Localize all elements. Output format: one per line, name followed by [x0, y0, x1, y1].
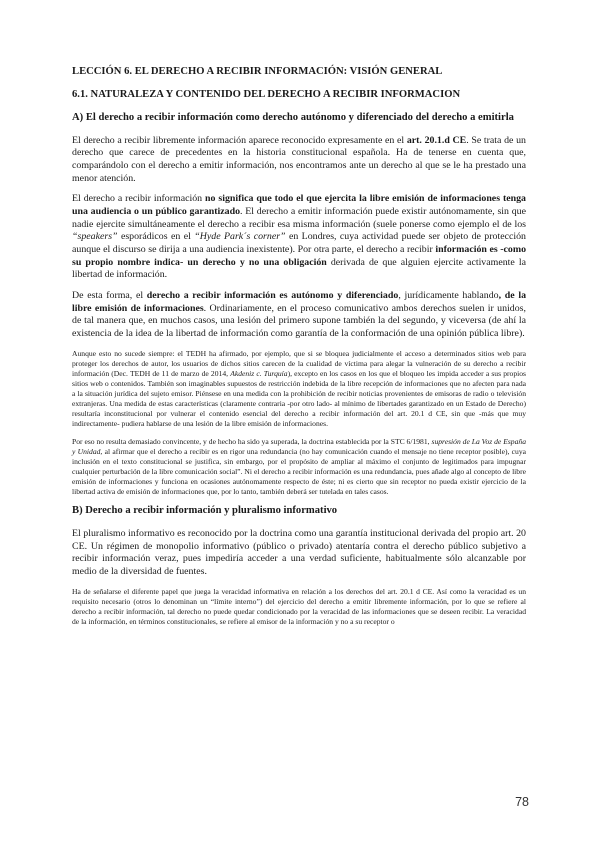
section-title: 6.1. NATURALEZA Y CONTENIDO DEL DERECHO A RECIBIR INFORMACION	[72, 89, 461, 100]
paragraph-2: El derecho a recibir información no significa que todo el que ejercita la libre emisión de informaciones tenga una audiencia o un público garantizado. El derecho a emitir información puede existir autónomamente, sin que nadie ejercite simultáneamente el derecho a recibir esa misma información (suele ponerse como ejemplo el de los “speakers” esporádicos en el “Hyde Park´s corner” en Londres, cuya actividad puede ser objeto de protección aunque el discurso se dirija a una audiencia inexistente). Por otra parte, el derecho a recibir información es -como su propio nombre indica- un derecho y no una obligación derivada de que alguien ejercite activamente la libertad de información.	[72, 193, 527, 281]
document-page	[72, 66, 526, 635]
paragraph-4: El pluralismo informativo es reconocido por la doctrina como una garantía institucional derivada del propio art. 20 CE. Un régimen de monopolio informativo (público o privado) atentaría contra el derecho público subjetivo a recibir información veraz, pues impediría acceder a una verdad suficiente, habitualmente sólo alcanzable por medio de la diversidad de fuentes.	[72, 528, 526, 578]
paragraph-3: De esta forma, el derecho a recibir información es autónomo y diferenciado, jurídicamente hablando, de la libre emisión de informaciones. Ordinariamente, en el proceso comunicativo ambos derechos suelen ir unidos, de tal manera que, en muchos casos, una lesión del primero supone también la del segundo, y viceversa (de ahí la existencia de la idea de la libertad de información como garantía de la conformación de una opinión pública libre).	[72, 290, 526, 340]
subsection-b-title: B) Derecho a recibir información y pluralismo informativo	[72, 505, 338, 516]
page-number: 78	[515, 795, 529, 809]
subsection-a-title: A) El derecho a recibir información como derecho autónomo y diferenciado del derecho a emitirla	[72, 112, 514, 123]
note-3: Ha de señalarse el diferente papel que juega la veracidad informativa en relación a los derechos del art. 20.1 d CE. Así como la veracidad es un requisito necesario (otros lo denominan un “límite interno”) del ejercicio del derecho a emitir libremente información, por lo que se refiere al derecho a recibir información, tal derecho no puede quedar condicionado por la veracidad de las informaciones que se deseen recibir. La veracidad de la información, en términos constitucionales, se refiere al emisor de la información y no a su receptor o	[72, 586, 526, 626]
lesson-title: LECCIÓN 6. EL DERECHO A RECIBIR INFORMACIÓN: VISIÓN GENERAL	[72, 66, 443, 77]
paragraph-1: El derecho a recibir libremente información aparece reconocido expresamente en el art. 20.1.d CE. Se trata de un derecho que carece de precedentes en la historia constitucional española. Ha de tenerse en cuenta que, comparándolo con el derecho a emitir información, nos encontramos ante un derecho al que se le ha prestado una menor atención.	[72, 134, 526, 184]
note-2: Por eso no resulta demasiado convincente, y de hecho ha sido ya superada, la doctrina establecida por la STC 6/1981, supresión de La Voz de España y Unidad, al afirmar que el derecho a recibir es en rigor una redundancia (no hay comunicación cuando el mensaje no tiene receptor posible), cuya inclusión en el texto constitucional se justifica, sin embargo, por el propósito de ampliar al máximo el conjunto de legitimados para impugnar cualquier perturbación de la libre comunicación social”. Ni el derecho a recibir información es una redundancia, pues añade algo al concepto de libre emisión de informaciones y funciona en ocasiones autónomamente respecto de éste; ni es cierto que sin receptor no pueda existir ejercicio de la libertad activa de emisión de informaciones que, por lo tanto, también deberá ser tutelada en tales casos.	[72, 436, 526, 496]
note-1: Aunque esto no sucede siempre: el TEDH ha afirmado, por ejemplo, que si se bloquea judicialmente el acceso a determinados sitios web para proteger los derechos de autor, los usuarios de dichos sitios carecen de la cualidad de víctima para alegar la vulneración de su derecho a recibir información (Dec. TEDH de 11 de marzo de 2014, Akdeniz c. Turquía), excepto en los casos en los que el bloqueo les impida acceder a sus propios sitios web o contenidos. También son imaginables supuestos de restricción indebida de la libre recepción de informaciones que no afecten para nada a la situación jurídica del sujeto emisor. Piénsese en una medida con la prohibición de recibir noticias provenientes de emisoras de radio o televisión extranjeras. Una medida de estas características (claramente contraria -por otro lado- al mínimo de libertades garantizado en un Estado de Derecho) resultaría inconstitucional por vulnerar el contenido esencial del derecho a recibir información del art. 20.1 d CE, sin que -más que muy indirectamente- pudiera hablarse de una lesión de la libre emisión de informaciones.	[72, 348, 526, 428]
